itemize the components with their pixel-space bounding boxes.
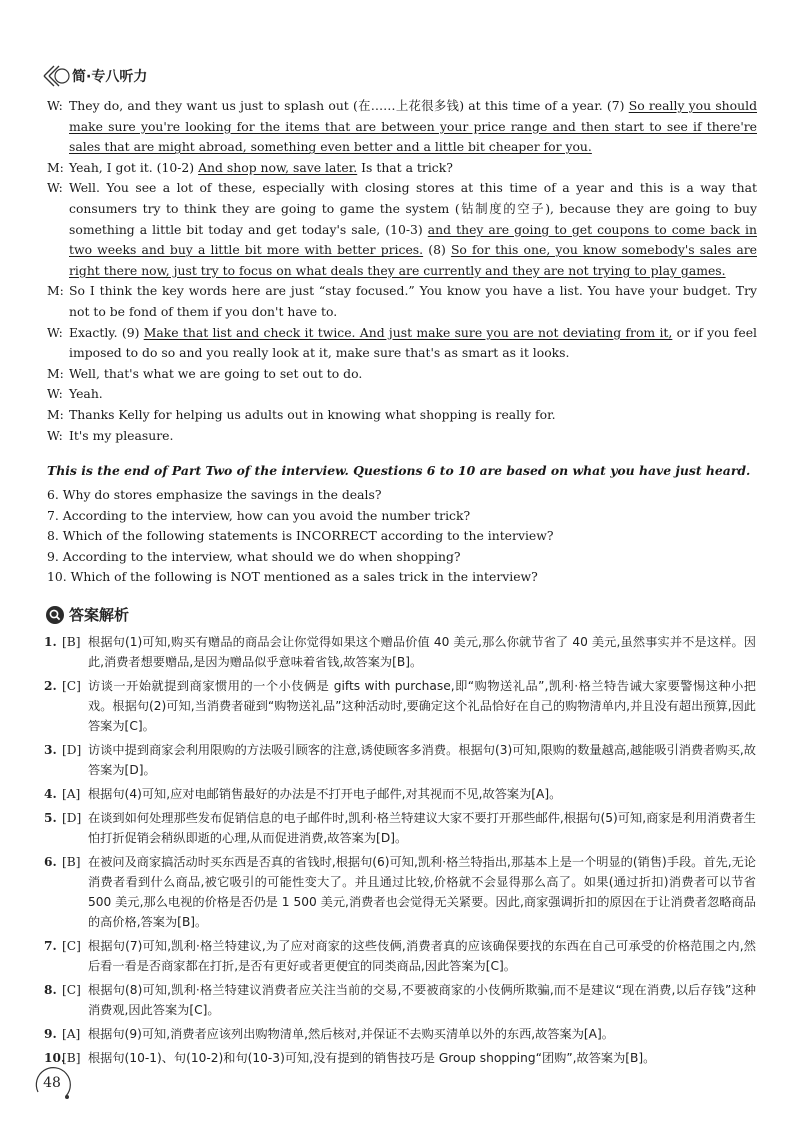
dialogue-turn [47, 178, 757, 281]
turn-text-segment: Well. You see a lot of these, especially with closing stores at this time of a year and this is a way that consumers try to think they are going to game the system (钻制度的空子), because they are going to buy something a little bit today and get today's sale, (10-3) [69, 180, 757, 237]
answer-explanation: 根据句(1)可知,购买有赠品的商品会让你觉得如果这个赠品价值 40 美元,那么你就节省了 40 美元,虽然事实并不是这样。因此,消费者想要赠品,是因为赠品似乎意味着省钱,故答案为[B]。 [88, 635, 756, 669]
turn-text [69, 405, 757, 426]
answer-explanation: 根据句(8)可知,凯利·格兰特建议消费者应关注当前的交易,不要被商家的小伎俩所欺骗,而不是建议“现在消费,以后存钱”这种消费观,因此答案为[C]。 [88, 983, 756, 1017]
answer-explanation: 在被问及商家搞活动时买东西是否真的省钱时,根据句(6)可知,凯利·格兰特指出,那基本上是一个明显的(销售)手段。首先,无论消费者看到什么商品,被它吸引的可能性变大了。并且通过比较,价格就不会显得那么高了。如果(通过折扣)消费者可以节省 500 美元,那么电视的价格是否仍是 1 500 美元,消费者也会觉得无关紧要。因此,商家强调折扣的原因在于让消费者忽略商品的高价格,答案为[B]。 [88, 855, 756, 929]
answer-number: 7. [44, 939, 57, 953]
turn-text-segment: So I think the key words here are just “stay focused.” You know you have a list. You have your budget. Try not to be fond of them if you don't have to. [69, 283, 757, 319]
page-header [40, 62, 147, 90]
page-number-badge [30, 1062, 74, 1106]
answer-key: [A] [62, 787, 81, 801]
turn-text [69, 323, 757, 364]
question-item: 7. According to the interview, how can you avoid the number trick? [47, 507, 471, 523]
answer-number: 8. [44, 983, 57, 997]
turn-text-segment: Is that a trick? [357, 159, 453, 175]
speaker-label: W: [47, 98, 63, 113]
answer-explanation: 根据句(10-1)、句(10-2)和句(10-3)可知,没有提到的销售技巧是 Group shopping“团购”,故答案为[B]。 [88, 1051, 656, 1065]
speaker-label: M: [47, 406, 64, 422]
dialogue-transcript [47, 96, 757, 446]
answer-key: [B] [62, 1051, 81, 1065]
underlined-key-sentence: So really you should make sure you're looking for the items that are between your price range and then start to see if there're sales that are might abroad, something even better and a little bit cheaper for you. [69, 98, 757, 155]
answer-key: [B] [62, 855, 81, 869]
answer-explanations [44, 632, 756, 1072]
answer-explanation: 根据句(7)可知,凯利·格兰特建议,为了应对商家的这些伎俩,消费者真的应该确保要找的东西在自己可承受的价格范围之内,然后看一看是否商家都在打折,是否有更好或者更便宜的同类商品,因此答案为[C]。 [88, 939, 756, 973]
answer-item [44, 676, 756, 736]
answer-explanation: 访谈中提到商家会利用限购的方法吸引顾客的注意,诱使顾客多消费。根据句(3)可知,限购的数量越高,越能吸引消费者购买,故答案为[D]。 [88, 743, 756, 777]
question-list [47, 485, 757, 588]
page-number: 48 [43, 1075, 61, 1091]
answer-key: [A] [62, 1027, 81, 1041]
dialogue-turn [47, 158, 757, 179]
underlined-key-sentence: So for this one, you know somebody's sales are right there now, just try to focus on what deals they are currently and they are not trying to play games. [69, 242, 757, 278]
underlined-key-sentence: And shop now, save later. [198, 159, 358, 175]
turn-text-segment: Yeah, I got it. (10-2) [69, 159, 199, 175]
answer-item [44, 852, 756, 932]
answer-number: 5. [44, 811, 57, 825]
dialogue-turn [47, 426, 757, 447]
answer-number: 2. [44, 679, 57, 693]
answer-explanation: 根据句(9)可知,消费者应该列出购物清单,然后核对,并保证不去购买清单以外的东西,故答案为[A]。 [88, 1027, 614, 1041]
turn-text-segment: (8) [423, 242, 451, 258]
turn-text-segment: They do, and they want us just to splash out (在……上花很多钱) at this time of a year. (7) [69, 98, 629, 113]
question-item: 9. According to the interview, what should we do when shopping? [47, 548, 461, 564]
answer-explanation: 访谈一开始就提到商家惯用的一个小伎俩是 gifts with purchase,即“购物送礼品”,凯利·格兰特告诫大家要警惕这种小把戏。根据句(2)可知,当消费者碰到“购物送礼品”这种活动时,要确定这个礼品恰好在自己的购物清单内,并且没有超出预算,因此答案为[C]。 [88, 679, 756, 733]
speaker-label: M: [47, 283, 64, 299]
turn-text-segment: Exactly. (9) [69, 324, 144, 340]
question-item: 8. Which of the following statements is INCORRECT according to the interview? [47, 528, 554, 544]
answer-item [44, 1024, 756, 1044]
turn-text-segment: or if you feel imposed to do so and you really look at it, make sure that's as smart as it looks. [69, 324, 757, 361]
answers-heading [46, 604, 129, 625]
speaker-label: W: [47, 180, 63, 196]
answer-item [44, 980, 756, 1020]
turn-text [69, 384, 757, 405]
turn-text [69, 158, 757, 179]
speaker-label: W: [47, 324, 63, 340]
dialogue-turn [47, 323, 757, 364]
turn-text-segment: Thanks Kelly for helping us adults out in knowing what shopping is really for. [69, 406, 556, 422]
turn-text [69, 178, 757, 281]
turn-text [69, 281, 757, 322]
answer-key: [B] [62, 635, 81, 649]
dialogue-turn [47, 96, 757, 158]
question-item: 6. Why do stores emphasize the savings in the deals? [47, 487, 382, 502]
answer-number: 3. [44, 743, 57, 757]
answer-number: 4. [44, 787, 57, 801]
turn-text-segment: Yeah. [69, 386, 103, 402]
answer-key: [D] [62, 743, 82, 757]
turn-text [69, 364, 757, 385]
dialogue-turn [47, 281, 757, 322]
answer-number: 6. [44, 855, 57, 869]
speaker-label: W: [47, 386, 63, 402]
turn-text [69, 96, 757, 158]
answer-key: [D] [62, 811, 82, 825]
answer-key: [C] [62, 679, 81, 693]
speaker-label: W: [47, 427, 63, 443]
speaker-label: M: [47, 365, 64, 381]
answer-item [44, 936, 756, 976]
header-title: 简·专八听力 [72, 69, 148, 85]
turn-text-segment: It's my pleasure. [69, 427, 174, 443]
answer-item [44, 632, 756, 672]
underlined-key-sentence: Make that list and check it twice. And just make sure you are not deviating from it, [143, 324, 673, 340]
answer-number: 10. [44, 1051, 66, 1065]
answer-item [44, 740, 756, 780]
answer-number: 9. [44, 1027, 57, 1041]
magnifier-badge-icon [46, 606, 64, 624]
turn-text [69, 426, 757, 447]
speaker-label: M: [47, 159, 64, 175]
answer-item [44, 784, 756, 804]
answers-title: 答案解析 [69, 606, 130, 624]
answer-explanation: 在谈到如何处理那些发布促销信息的电子邮件时,凯利·格兰特建议大家不要打开那些邮件,根据句(5)可知,商家是利用消费者生怕打折促销会稍纵即逝的心理,从而促进消费,故答案为[D]。 [88, 811, 756, 845]
dialogue-turn [47, 364, 757, 385]
turn-text-segment: Well, that's what we are going to set out to do. [69, 365, 363, 381]
dialogue-turn [47, 384, 757, 405]
answer-explanation: 根据句(4)可知,应对电邮销售最好的办法是不打开电子邮件,对其视而不见,故答案为[A]。 [88, 787, 562, 801]
answer-key: [C] [62, 983, 81, 997]
answer-item [44, 808, 756, 848]
book-logo-icon [40, 63, 70, 89]
answer-key: [C] [62, 939, 81, 953]
dialogue-turn [47, 405, 757, 426]
question-item: 10. Which of the following is NOT mentioned as a sales trick in the interview? [47, 569, 538, 585]
underlined-key-sentence: and they are going to get coupons to come back in two weeks and buy a little bit more with better prices. [69, 221, 757, 258]
part-notice: This is the end of Part Two of the interview. Questions 6 to 10 are based on what you have just heard. [47, 463, 751, 478]
answer-number: 1. [44, 635, 57, 649]
answer-item [44, 1048, 756, 1068]
